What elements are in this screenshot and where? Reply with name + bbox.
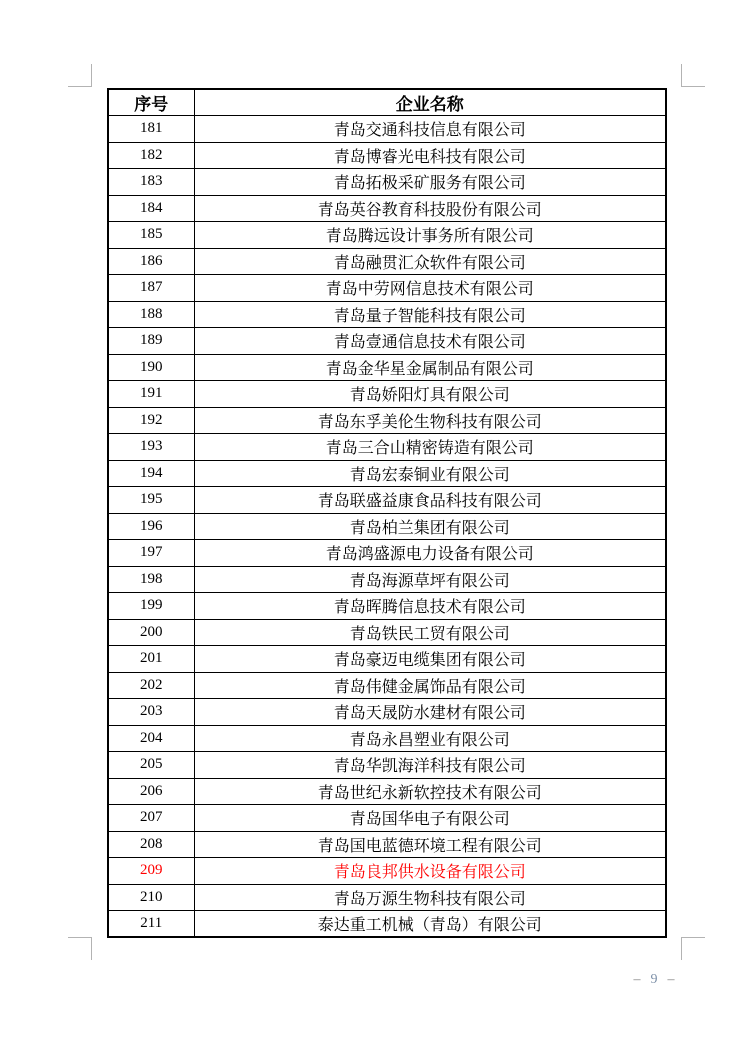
company-name-cell: 青岛国电蓝德环境工程有限公司 <box>194 831 666 858</box>
table-row <box>108 540 666 567</box>
company-name-cell: 青岛中劳网信息技术有限公司 <box>194 275 666 302</box>
table-row <box>108 222 666 249</box>
table-row <box>108 116 666 143</box>
serial-number-cell: 206 <box>108 778 194 805</box>
serial-number-cell: 198 <box>108 566 194 593</box>
serial-number-cell: 196 <box>108 513 194 540</box>
company-name-cell: 青岛交通科技信息有限公司 <box>194 116 666 143</box>
serial-number-cell: 184 <box>108 195 194 222</box>
serial-number-cell: 204 <box>108 725 194 752</box>
table-row <box>108 858 666 885</box>
table-row <box>108 195 666 222</box>
table-row <box>108 725 666 752</box>
table-row <box>108 805 666 832</box>
serial-number-cell: 201 <box>108 646 194 673</box>
serial-number-cell: 191 <box>108 381 194 408</box>
table-row <box>108 460 666 487</box>
company-name-cell: 青岛铁民工贸有限公司 <box>194 619 666 646</box>
serial-number-cell: 187 <box>108 275 194 302</box>
company-name-cell: 青岛万源生物科技有限公司 <box>194 884 666 911</box>
serial-number-cell: 190 <box>108 354 194 381</box>
table-row <box>108 672 666 699</box>
company-name-cell: 青岛东孚美伦生物科技有限公司 <box>194 407 666 434</box>
company-name-cell: 青岛鸿盛源电力设备有限公司 <box>194 540 666 567</box>
table-row <box>108 752 666 779</box>
serial-number-cell: 195 <box>108 487 194 514</box>
table-row <box>108 434 666 461</box>
serial-number-cell: 183 <box>108 169 194 196</box>
text-boundary-mark-top-right <box>681 64 705 87</box>
serial-number-cell: 211 <box>108 911 194 938</box>
table-row <box>108 593 666 620</box>
table-row <box>108 301 666 328</box>
serial-number-cell: 210 <box>108 884 194 911</box>
table-row <box>108 487 666 514</box>
table-header-row <box>108 89 666 116</box>
table-row <box>108 566 666 593</box>
table-row <box>108 142 666 169</box>
company-name-cell: 青岛良邦供水设备有限公司 <box>194 858 666 885</box>
serial-number-cell: 203 <box>108 699 194 726</box>
table-row <box>108 831 666 858</box>
table-row <box>108 884 666 911</box>
company-name-cell: 青岛融贯汇众软件有限公司 <box>194 248 666 275</box>
serial-number-cell: 181 <box>108 116 194 143</box>
company-name-cell: 青岛量子智能科技有限公司 <box>194 301 666 328</box>
table-row <box>108 169 666 196</box>
table-row <box>108 248 666 275</box>
company-table <box>107 88 667 938</box>
serial-number-cell: 202 <box>108 672 194 699</box>
serial-number-cell: 197 <box>108 540 194 567</box>
serial-number-cell: 188 <box>108 301 194 328</box>
serial-number-cell: 199 <box>108 593 194 620</box>
table-row <box>108 407 666 434</box>
serial-number-cell: 207 <box>108 805 194 832</box>
company-name-cell: 青岛永昌塑业有限公司 <box>194 725 666 752</box>
company-name-cell: 青岛博睿光电科技有限公司 <box>194 142 666 169</box>
serial-number-cell: 208 <box>108 831 194 858</box>
serial-number-cell: 209 <box>108 858 194 885</box>
company-name-cell: 青岛三合山精密铸造有限公司 <box>194 434 666 461</box>
page-number-value: 9 <box>650 972 660 987</box>
company-name-cell: 青岛壹通信息技术有限公司 <box>194 328 666 355</box>
table-row <box>108 381 666 408</box>
table-row <box>108 699 666 726</box>
text-boundary-mark-bottom-left <box>68 937 92 960</box>
table-row <box>108 328 666 355</box>
serial-number-cell: 185 <box>108 222 194 249</box>
serial-number-cell: 200 <box>108 619 194 646</box>
company-name-cell: 青岛晖腾信息技术有限公司 <box>194 593 666 620</box>
company-name-header: 企业名称 <box>194 89 666 116</box>
company-name-cell: 青岛联盛益康食品科技有限公司 <box>194 487 666 514</box>
serial-number-cell: 194 <box>108 460 194 487</box>
company-name-cell: 泰达重工机械（青岛）有限公司 <box>194 911 666 938</box>
page-number-prefix-dash: – <box>633 972 643 987</box>
company-name-cell: 青岛海源草坪有限公司 <box>194 566 666 593</box>
company-name-cell: 青岛英谷教育科技股份有限公司 <box>194 195 666 222</box>
company-name-cell: 青岛宏泰铜业有限公司 <box>194 460 666 487</box>
serial-number-cell: 186 <box>108 248 194 275</box>
text-boundary-mark-top-left <box>68 64 92 87</box>
company-name-cell: 青岛豪迈电缆集团有限公司 <box>194 646 666 673</box>
company-name-cell: 青岛国华电子有限公司 <box>194 805 666 832</box>
serial-number-cell: 192 <box>108 407 194 434</box>
table-row <box>108 778 666 805</box>
table-row <box>108 513 666 540</box>
company-table-body <box>108 116 666 938</box>
company-name-cell: 青岛腾远设计事务所有限公司 <box>194 222 666 249</box>
company-name-cell: 青岛伟健金属饰品有限公司 <box>194 672 666 699</box>
serial-number-cell: 189 <box>108 328 194 355</box>
table-row <box>108 911 666 938</box>
company-name-cell: 青岛天晟防水建材有限公司 <box>194 699 666 726</box>
serial-number-cell: 205 <box>108 752 194 779</box>
table-row <box>108 354 666 381</box>
table-row <box>108 619 666 646</box>
company-name-cell: 青岛华凯海洋科技有限公司 <box>194 752 666 779</box>
serial-number-cell: 182 <box>108 142 194 169</box>
company-name-cell: 青岛娇阳灯具有限公司 <box>194 381 666 408</box>
serial-number-header: 序号 <box>108 89 194 116</box>
company-name-cell: 青岛柏兰集团有限公司 <box>194 513 666 540</box>
serial-number-cell: 193 <box>108 434 194 461</box>
table-row <box>108 275 666 302</box>
company-name-cell: 青岛拓极采矿服务有限公司 <box>194 169 666 196</box>
page-number <box>620 972 690 988</box>
text-boundary-mark-bottom-right <box>681 937 705 960</box>
company-name-cell: 青岛世纪永新软控技术有限公司 <box>194 778 666 805</box>
page-number-suffix-dash: – <box>667 972 677 987</box>
table-row <box>108 646 666 673</box>
company-name-cell: 青岛金华星金属制品有限公司 <box>194 354 666 381</box>
